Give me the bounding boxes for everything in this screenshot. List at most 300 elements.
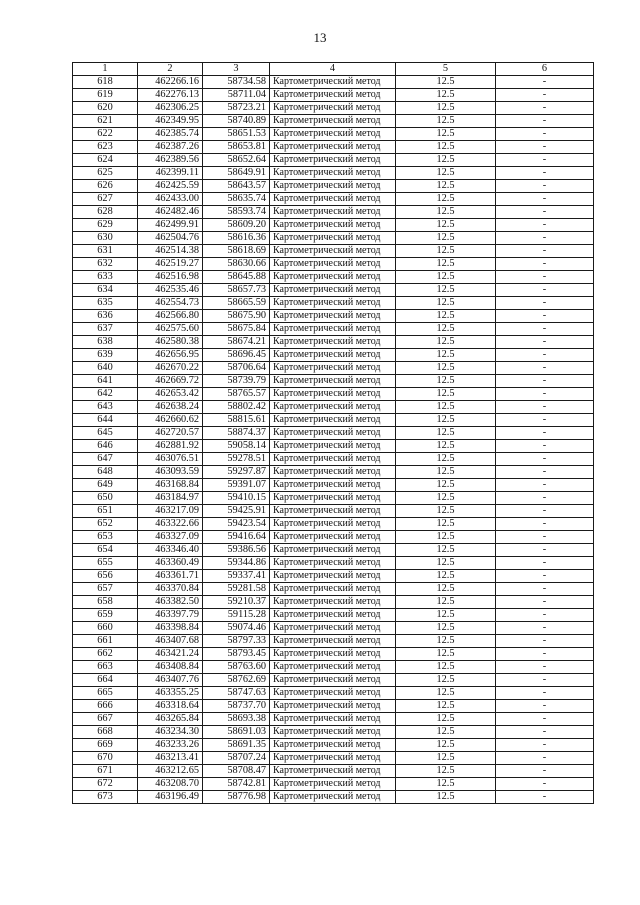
accuracy-cell: 12.5 bbox=[396, 557, 496, 570]
y-coordinate-cell: 58653.81 bbox=[203, 141, 270, 154]
table-row bbox=[73, 752, 594, 765]
description-cell: - bbox=[496, 401, 594, 414]
method-cell: Картометрический метод bbox=[270, 492, 396, 505]
point-number-cell: 620 bbox=[73, 102, 138, 115]
description-cell: - bbox=[496, 375, 594, 388]
x-coordinate-cell: 462575.60 bbox=[138, 323, 203, 336]
method-cell: Картометрический метод bbox=[270, 466, 396, 479]
description-cell: - bbox=[496, 271, 594, 284]
table-row bbox=[73, 375, 594, 388]
method-cell: Картометрический метод bbox=[270, 180, 396, 193]
x-coordinate-cell: 462881.92 bbox=[138, 440, 203, 453]
column-header-y-coordinate: 3 bbox=[203, 63, 270, 76]
accuracy-cell: 12.5 bbox=[396, 388, 496, 401]
accuracy-cell: 12.5 bbox=[396, 466, 496, 479]
y-coordinate-cell: 58693.38 bbox=[203, 713, 270, 726]
point-number-cell: 618 bbox=[73, 76, 138, 89]
method-cell: Картометрический метод bbox=[270, 362, 396, 375]
x-coordinate-cell: 462669.72 bbox=[138, 375, 203, 388]
description-cell: - bbox=[496, 778, 594, 791]
description-cell: - bbox=[496, 102, 594, 115]
y-coordinate-cell: 58708.47 bbox=[203, 765, 270, 778]
point-number-cell: 650 bbox=[73, 492, 138, 505]
y-coordinate-cell: 58815.61 bbox=[203, 414, 270, 427]
y-coordinate-cell: 59074.46 bbox=[203, 622, 270, 635]
accuracy-cell: 12.5 bbox=[396, 687, 496, 700]
method-cell: Картометрический метод bbox=[270, 271, 396, 284]
point-number-cell: 672 bbox=[73, 778, 138, 791]
point-number-cell: 631 bbox=[73, 245, 138, 258]
method-cell: Картометрический метод bbox=[270, 167, 396, 180]
accuracy-cell: 12.5 bbox=[396, 609, 496, 622]
x-coordinate-cell: 462499.91 bbox=[138, 219, 203, 232]
description-cell: - bbox=[496, 206, 594, 219]
description-cell: - bbox=[496, 193, 594, 206]
y-coordinate-cell: 59423.54 bbox=[203, 518, 270, 531]
x-coordinate-cell: 463398.84 bbox=[138, 622, 203, 635]
x-coordinate-cell: 462306.25 bbox=[138, 102, 203, 115]
description-cell: - bbox=[496, 336, 594, 349]
description-cell: - bbox=[496, 349, 594, 362]
method-cell: Картометрический метод bbox=[270, 427, 396, 440]
description-cell: - bbox=[496, 323, 594, 336]
description-cell: - bbox=[496, 232, 594, 245]
x-coordinate-cell: 462660.62 bbox=[138, 414, 203, 427]
x-coordinate-cell: 463196.49 bbox=[138, 791, 203, 804]
x-coordinate-cell: 463212.65 bbox=[138, 765, 203, 778]
x-coordinate-cell: 463318.64 bbox=[138, 700, 203, 713]
table-row bbox=[73, 479, 594, 492]
table-row bbox=[73, 206, 594, 219]
method-cell: Картометрический метод bbox=[270, 453, 396, 466]
table-row bbox=[73, 284, 594, 297]
table-row bbox=[73, 544, 594, 557]
point-number-cell: 639 bbox=[73, 349, 138, 362]
accuracy-cell: 12.5 bbox=[396, 206, 496, 219]
y-coordinate-cell: 58739.79 bbox=[203, 375, 270, 388]
x-coordinate-cell: 462425.59 bbox=[138, 180, 203, 193]
point-number-cell: 643 bbox=[73, 401, 138, 414]
x-coordinate-cell: 463355.25 bbox=[138, 687, 203, 700]
accuracy-cell: 12.5 bbox=[396, 128, 496, 141]
method-cell: Картометрический метод bbox=[270, 609, 396, 622]
point-number-cell: 666 bbox=[73, 700, 138, 713]
description-cell: - bbox=[496, 466, 594, 479]
description-cell: - bbox=[496, 739, 594, 752]
table-row bbox=[73, 388, 594, 401]
y-coordinate-cell: 58675.90 bbox=[203, 310, 270, 323]
accuracy-cell: 12.5 bbox=[396, 349, 496, 362]
method-cell: Картометрический метод bbox=[270, 557, 396, 570]
x-coordinate-cell: 463327.09 bbox=[138, 531, 203, 544]
table-row bbox=[73, 310, 594, 323]
method-cell: Картометрический метод bbox=[270, 570, 396, 583]
accuracy-cell: 12.5 bbox=[396, 648, 496, 661]
accuracy-cell: 12.5 bbox=[396, 505, 496, 518]
y-coordinate-cell: 59410.15 bbox=[203, 492, 270, 505]
method-cell: Картометрический метод bbox=[270, 128, 396, 141]
x-coordinate-cell: 462720.57 bbox=[138, 427, 203, 440]
description-cell: - bbox=[496, 635, 594, 648]
point-number-cell: 669 bbox=[73, 739, 138, 752]
y-coordinate-cell: 58675.84 bbox=[203, 323, 270, 336]
method-cell: Картометрический метод bbox=[270, 765, 396, 778]
accuracy-cell: 12.5 bbox=[396, 752, 496, 765]
method-cell: Картометрический метод bbox=[270, 778, 396, 791]
table-row bbox=[73, 739, 594, 752]
y-coordinate-cell: 58665.59 bbox=[203, 297, 270, 310]
description-cell: - bbox=[496, 700, 594, 713]
table-row bbox=[73, 466, 594, 479]
method-cell: Картометрический метод bbox=[270, 297, 396, 310]
point-number-cell: 667 bbox=[73, 713, 138, 726]
x-coordinate-cell: 463322.66 bbox=[138, 518, 203, 531]
y-coordinate-cell: 58649.91 bbox=[203, 167, 270, 180]
method-cell: Картометрический метод bbox=[270, 401, 396, 414]
point-number-cell: 661 bbox=[73, 635, 138, 648]
description-cell: - bbox=[496, 531, 594, 544]
y-coordinate-cell: 58635.74 bbox=[203, 193, 270, 206]
y-coordinate-cell: 59297.87 bbox=[203, 466, 270, 479]
method-cell: Картометрический метод bbox=[270, 141, 396, 154]
accuracy-cell: 12.5 bbox=[396, 427, 496, 440]
x-coordinate-cell: 462385.74 bbox=[138, 128, 203, 141]
method-cell: Картометрический метод bbox=[270, 89, 396, 102]
accuracy-cell: 12.5 bbox=[396, 375, 496, 388]
point-number-cell: 622 bbox=[73, 128, 138, 141]
table-row bbox=[73, 492, 594, 505]
y-coordinate-cell: 59344.86 bbox=[203, 557, 270, 570]
method-cell: Картометрический метод bbox=[270, 726, 396, 739]
accuracy-cell: 12.5 bbox=[396, 154, 496, 167]
x-coordinate-cell: 462580.38 bbox=[138, 336, 203, 349]
y-coordinate-cell: 58618.69 bbox=[203, 245, 270, 258]
x-coordinate-cell: 462554.73 bbox=[138, 297, 203, 310]
method-cell: Картометрический метод bbox=[270, 713, 396, 726]
accuracy-cell: 12.5 bbox=[396, 414, 496, 427]
x-coordinate-cell: 463168.84 bbox=[138, 479, 203, 492]
accuracy-cell: 12.5 bbox=[396, 635, 496, 648]
accuracy-cell: 12.5 bbox=[396, 700, 496, 713]
x-coordinate-cell: 463421.24 bbox=[138, 648, 203, 661]
table-row bbox=[73, 297, 594, 310]
x-coordinate-cell: 463382.50 bbox=[138, 596, 203, 609]
x-coordinate-cell: 463370.84 bbox=[138, 583, 203, 596]
table-row bbox=[73, 232, 594, 245]
accuracy-cell: 12.5 bbox=[396, 674, 496, 687]
description-cell: - bbox=[496, 440, 594, 453]
x-coordinate-cell: 463397.79 bbox=[138, 609, 203, 622]
y-coordinate-cell: 59115.28 bbox=[203, 609, 270, 622]
table-row bbox=[73, 141, 594, 154]
description-cell: - bbox=[496, 362, 594, 375]
accuracy-cell: 12.5 bbox=[396, 115, 496, 128]
table-row bbox=[73, 661, 594, 674]
table-row bbox=[73, 336, 594, 349]
table-row bbox=[73, 323, 594, 336]
point-number-cell: 649 bbox=[73, 479, 138, 492]
y-coordinate-cell: 58797.33 bbox=[203, 635, 270, 648]
point-number-cell: 629 bbox=[73, 219, 138, 232]
description-cell: - bbox=[496, 505, 594, 518]
x-coordinate-cell: 462504.76 bbox=[138, 232, 203, 245]
column-header-point-number: 1 bbox=[73, 63, 138, 76]
x-coordinate-cell: 462566.80 bbox=[138, 310, 203, 323]
table-row bbox=[73, 76, 594, 89]
accuracy-cell: 12.5 bbox=[396, 167, 496, 180]
column-header-x-coordinate: 2 bbox=[138, 63, 203, 76]
method-cell: Картометрический метод bbox=[270, 505, 396, 518]
table-row bbox=[73, 687, 594, 700]
x-coordinate-cell: 462656.95 bbox=[138, 349, 203, 362]
y-coordinate-cell: 58747.63 bbox=[203, 687, 270, 700]
method-cell: Картометрический метод bbox=[270, 635, 396, 648]
point-number-cell: 641 bbox=[73, 375, 138, 388]
coordinates-table bbox=[72, 62, 594, 804]
y-coordinate-cell: 58793.45 bbox=[203, 648, 270, 661]
point-number-cell: 636 bbox=[73, 310, 138, 323]
accuracy-cell: 12.5 bbox=[396, 661, 496, 674]
table-row bbox=[73, 102, 594, 115]
accuracy-cell: 12.5 bbox=[396, 180, 496, 193]
x-coordinate-cell: 462276.13 bbox=[138, 89, 203, 102]
point-number-cell: 651 bbox=[73, 505, 138, 518]
description-cell: - bbox=[496, 583, 594, 596]
x-coordinate-cell: 462399.11 bbox=[138, 167, 203, 180]
description-cell: - bbox=[496, 115, 594, 128]
description-cell: - bbox=[496, 609, 594, 622]
point-number-cell: 658 bbox=[73, 596, 138, 609]
table-row bbox=[73, 401, 594, 414]
table-row bbox=[73, 349, 594, 362]
table-row bbox=[73, 414, 594, 427]
method-cell: Картометрический метод bbox=[270, 115, 396, 128]
point-number-cell: 647 bbox=[73, 453, 138, 466]
point-number-cell: 632 bbox=[73, 258, 138, 271]
y-coordinate-cell: 58609.20 bbox=[203, 219, 270, 232]
y-coordinate-cell: 58802.42 bbox=[203, 401, 270, 414]
table-row bbox=[73, 570, 594, 583]
table-row bbox=[73, 778, 594, 791]
method-cell: Картометрический метод bbox=[270, 440, 396, 453]
point-number-cell: 642 bbox=[73, 388, 138, 401]
accuracy-cell: 12.5 bbox=[396, 362, 496, 375]
accuracy-cell: 12.5 bbox=[396, 765, 496, 778]
method-cell: Картометрический метод bbox=[270, 206, 396, 219]
y-coordinate-cell: 59278.51 bbox=[203, 453, 270, 466]
description-cell: - bbox=[496, 661, 594, 674]
method-cell: Картометрический метод bbox=[270, 102, 396, 115]
table-row bbox=[73, 89, 594, 102]
x-coordinate-cell: 462389.56 bbox=[138, 154, 203, 167]
accuracy-cell: 12.5 bbox=[396, 492, 496, 505]
accuracy-cell: 12.5 bbox=[396, 583, 496, 596]
point-number-cell: 626 bbox=[73, 180, 138, 193]
point-number-cell: 621 bbox=[73, 115, 138, 128]
method-cell: Картометрический метод bbox=[270, 336, 396, 349]
method-cell: Картометрический метод bbox=[270, 622, 396, 635]
method-cell: Картометрический метод bbox=[270, 739, 396, 752]
method-cell: Картометрический метод bbox=[270, 388, 396, 401]
description-cell: - bbox=[496, 128, 594, 141]
accuracy-cell: 12.5 bbox=[396, 622, 496, 635]
column-header-accuracy: 5 bbox=[396, 63, 496, 76]
description-cell: - bbox=[496, 596, 594, 609]
method-cell: Картометрический метод bbox=[270, 479, 396, 492]
y-coordinate-cell: 59281.58 bbox=[203, 583, 270, 596]
method-cell: Картометрический метод bbox=[270, 583, 396, 596]
y-coordinate-cell: 58630.66 bbox=[203, 258, 270, 271]
accuracy-cell: 12.5 bbox=[396, 284, 496, 297]
description-cell: - bbox=[496, 141, 594, 154]
y-coordinate-cell: 58707.24 bbox=[203, 752, 270, 765]
description-cell: - bbox=[496, 154, 594, 167]
table-row bbox=[73, 609, 594, 622]
x-coordinate-cell: 463407.76 bbox=[138, 674, 203, 687]
description-cell: - bbox=[496, 89, 594, 102]
x-coordinate-cell: 462516.98 bbox=[138, 271, 203, 284]
table-row bbox=[73, 622, 594, 635]
point-number-cell: 655 bbox=[73, 557, 138, 570]
y-coordinate-cell: 58691.35 bbox=[203, 739, 270, 752]
point-number-cell: 628 bbox=[73, 206, 138, 219]
description-cell: - bbox=[496, 167, 594, 180]
y-coordinate-cell: 58645.88 bbox=[203, 271, 270, 284]
table-row bbox=[73, 128, 594, 141]
y-coordinate-cell: 59210.37 bbox=[203, 596, 270, 609]
table-row bbox=[73, 115, 594, 128]
x-coordinate-cell: 462514.38 bbox=[138, 245, 203, 258]
x-coordinate-cell: 463346.40 bbox=[138, 544, 203, 557]
table-row bbox=[73, 193, 594, 206]
accuracy-cell: 12.5 bbox=[396, 219, 496, 232]
y-coordinate-cell: 58765.57 bbox=[203, 388, 270, 401]
point-number-cell: 646 bbox=[73, 440, 138, 453]
accuracy-cell: 12.5 bbox=[396, 401, 496, 414]
description-cell: - bbox=[496, 622, 594, 635]
table-row bbox=[73, 258, 594, 271]
table-row bbox=[73, 648, 594, 661]
x-coordinate-cell: 463233.26 bbox=[138, 739, 203, 752]
y-coordinate-cell: 58737.70 bbox=[203, 700, 270, 713]
point-number-cell: 654 bbox=[73, 544, 138, 557]
accuracy-cell: 12.5 bbox=[396, 193, 496, 206]
column-header-description: 6 bbox=[496, 63, 594, 76]
x-coordinate-cell: 463234.30 bbox=[138, 726, 203, 739]
table-header-row bbox=[73, 63, 594, 76]
point-number-cell: 630 bbox=[73, 232, 138, 245]
accuracy-cell: 12.5 bbox=[396, 245, 496, 258]
point-number-cell: 656 bbox=[73, 570, 138, 583]
method-cell: Картометрический метод bbox=[270, 284, 396, 297]
accuracy-cell: 12.5 bbox=[396, 518, 496, 531]
y-coordinate-cell: 58740.89 bbox=[203, 115, 270, 128]
point-number-cell: 640 bbox=[73, 362, 138, 375]
method-cell: Картометрический метод bbox=[270, 596, 396, 609]
point-number-cell: 635 bbox=[73, 297, 138, 310]
accuracy-cell: 12.5 bbox=[396, 713, 496, 726]
description-cell: - bbox=[496, 557, 594, 570]
accuracy-cell: 12.5 bbox=[396, 232, 496, 245]
description-cell: - bbox=[496, 310, 594, 323]
point-number-cell: 652 bbox=[73, 518, 138, 531]
table-row bbox=[73, 765, 594, 778]
point-number-cell: 668 bbox=[73, 726, 138, 739]
y-coordinate-cell: 58874.37 bbox=[203, 427, 270, 440]
accuracy-cell: 12.5 bbox=[396, 76, 496, 89]
point-number-cell: 671 bbox=[73, 765, 138, 778]
x-coordinate-cell: 463360.49 bbox=[138, 557, 203, 570]
method-cell: Картометрический метод bbox=[270, 544, 396, 557]
x-coordinate-cell: 462670.22 bbox=[138, 362, 203, 375]
table-row bbox=[73, 674, 594, 687]
method-cell: Картометрический метод bbox=[270, 323, 396, 336]
method-cell: Картометрический метод bbox=[270, 661, 396, 674]
accuracy-cell: 12.5 bbox=[396, 570, 496, 583]
x-coordinate-cell: 463361.71 bbox=[138, 570, 203, 583]
y-coordinate-cell: 58723.21 bbox=[203, 102, 270, 115]
column-header-method: 4 bbox=[270, 63, 396, 76]
point-number-cell: 660 bbox=[73, 622, 138, 635]
y-coordinate-cell: 58691.03 bbox=[203, 726, 270, 739]
y-coordinate-cell: 59386.56 bbox=[203, 544, 270, 557]
y-coordinate-cell: 58593.74 bbox=[203, 206, 270, 219]
table-row bbox=[73, 700, 594, 713]
description-cell: - bbox=[496, 297, 594, 310]
description-cell: - bbox=[496, 245, 594, 258]
point-number-cell: 664 bbox=[73, 674, 138, 687]
point-number-cell: 625 bbox=[73, 167, 138, 180]
x-coordinate-cell: 462387.26 bbox=[138, 141, 203, 154]
table-row bbox=[73, 271, 594, 284]
point-number-cell: 624 bbox=[73, 154, 138, 167]
y-coordinate-cell: 58711.04 bbox=[203, 89, 270, 102]
x-coordinate-cell: 462433.00 bbox=[138, 193, 203, 206]
description-cell: - bbox=[496, 388, 594, 401]
y-coordinate-cell: 58706.64 bbox=[203, 362, 270, 375]
method-cell: Картометрический метод bbox=[270, 531, 396, 544]
y-coordinate-cell: 58742.81 bbox=[203, 778, 270, 791]
table-row bbox=[73, 453, 594, 466]
y-coordinate-cell: 59425.91 bbox=[203, 505, 270, 518]
accuracy-cell: 12.5 bbox=[396, 791, 496, 804]
accuracy-cell: 12.5 bbox=[396, 336, 496, 349]
table-row bbox=[73, 713, 594, 726]
table-row bbox=[73, 505, 594, 518]
point-number-cell: 638 bbox=[73, 336, 138, 349]
y-coordinate-cell: 59058.14 bbox=[203, 440, 270, 453]
accuracy-cell: 12.5 bbox=[396, 453, 496, 466]
method-cell: Картометрический метод bbox=[270, 414, 396, 427]
table-row bbox=[73, 167, 594, 180]
table-row bbox=[73, 518, 594, 531]
point-number-cell: 645 bbox=[73, 427, 138, 440]
accuracy-cell: 12.5 bbox=[396, 778, 496, 791]
table-row bbox=[73, 440, 594, 453]
method-cell: Картометрический метод bbox=[270, 687, 396, 700]
y-coordinate-cell: 58734.58 bbox=[203, 76, 270, 89]
method-cell: Картометрический метод bbox=[270, 219, 396, 232]
x-coordinate-cell: 462266.16 bbox=[138, 76, 203, 89]
point-number-cell: 648 bbox=[73, 466, 138, 479]
x-coordinate-cell: 463208.70 bbox=[138, 778, 203, 791]
description-cell: - bbox=[496, 752, 594, 765]
y-coordinate-cell: 58643.57 bbox=[203, 180, 270, 193]
x-coordinate-cell: 462519.27 bbox=[138, 258, 203, 271]
method-cell: Картометрический метод bbox=[270, 310, 396, 323]
x-coordinate-cell: 463184.97 bbox=[138, 492, 203, 505]
x-coordinate-cell: 462535.46 bbox=[138, 284, 203, 297]
